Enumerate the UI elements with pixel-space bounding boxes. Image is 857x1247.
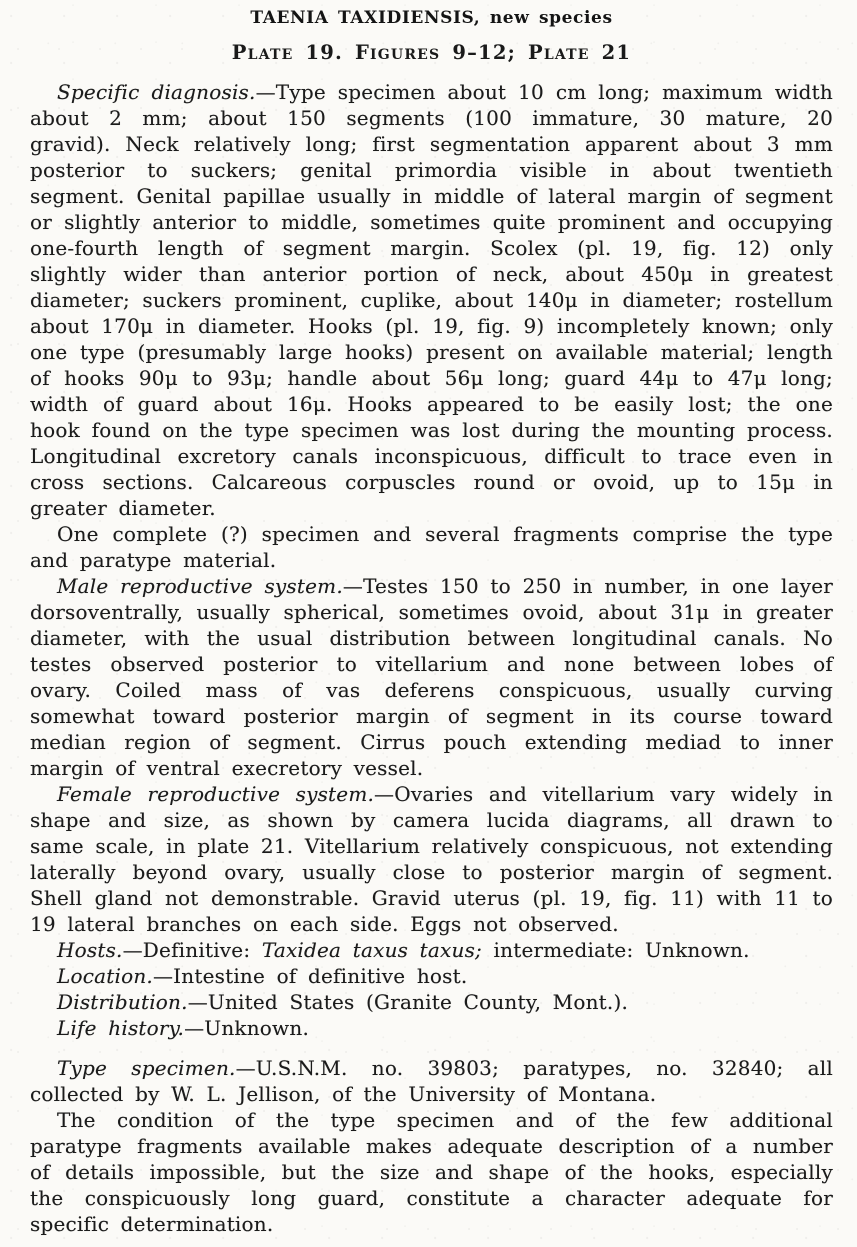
body-text-run: —United States (Granite County, Mont.). <box>187 990 629 1014</box>
body-text-run: intermediate: Unknown. <box>482 938 750 962</box>
paragraph-location <box>30 963 833 989</box>
italic-text: Life history. <box>57 1016 185 1040</box>
body-text-run: —Unknown. <box>184 1016 309 1040</box>
italic-text: Taxidea taxus taxus; <box>261 938 482 962</box>
body-text-run: —Definitive: <box>122 938 262 962</box>
plate-caption: Plate 19. Figures 9–12; Plate 21 <box>231 41 632 64</box>
body-text <box>30 79 833 1237</box>
italic-text: Location. <box>57 964 153 988</box>
paragraph-hosts <box>30 937 833 963</box>
paragraph-specific-diagnosis <box>30 79 833 521</box>
body-text-run: —Ovaries and vitellarium vary widely in shape and size, as shown by camera lucida diagrams, all drawn to same scale, in plate 21. Vitellarium relatively conspicuous, not extending laterally beyond ovary, usually close to posterior margin of segment. Shell gland not demonstrable. Gravid uterus (pl. 19, fig. 11) with 11 to 19 lateral branches on each side. Eggs not observed. <box>30 782 833 936</box>
paragraph-life-history <box>30 1015 833 1041</box>
paragraph-type-specimen <box>30 1055 833 1107</box>
page-title: TAENIA TAXIDIENSIS, new species <box>250 8 613 28</box>
body-text-run: —U.S.N.M. no. 39803; paratypes, no. 32840; all collected by W. L. Jellison, of the University of Montana. <box>30 1056 833 1106</box>
italic-text: Specific diagnosis. <box>57 80 256 104</box>
paragraph-material-note <box>30 521 833 573</box>
italic-text: Distribution. <box>57 990 188 1014</box>
body-text-run: —Testes 150 to 250 in number, in one layer dorsoventrally, usually spherical, sometimes ovoid, about 31μ in greater diameter, with the usual distribution between longitudinal canals. No testes observed posterior to vitellarium and none between lobes of ovary. Coiled mass of vas deferens conspicuous, usually curving somewhat toward posterior margin of segment in its course toward median region of segment. Cirrus pouch extending mediad to inner margin of ventral execretory vessel. <box>30 574 833 780</box>
body-text-run: —Type specimen about 10 cm long; maximum width about 2 mm; about 150 segments (100 immature, 30 mature, 20 gravid). Neck relatively long; first segmentation apparent about 3 mm posterior to suckers; genital primordia visible in about twentieth segment. Genital papillae usually in middle of lateral margin of segment or slightly anterior to middle, sometimes quite prominent and occupying one-fourth length of segment margin. Scolex (pl. 19, fig. 12) only slightly wider than anterior portion of neck, about 450μ in greatest diameter; suckers prominent, cuplike, about 140μ in diameter; rostellum about 170μ in diameter. Hooks (pl. 19, fig. 9) incompletely known; only one type (presumably large hooks) present on available material; length of hooks 90μ to 93μ; handle about 56μ long; guard 44μ to 47μ long; width of guard about 16μ. Hooks appeared to be easily lost; the one hook found on the type specimen was lost during the mounting process. Longitudinal excretory canals inconspicuous, difficult to trace even in cross sections. Calcareous corpuscles round or ovoid, up to 15μ in greater diameter. <box>30 80 833 520</box>
italic-text: Male reproductive system. <box>57 574 343 598</box>
italic-text: Female reproductive system. <box>57 782 375 806</box>
body-text-run: One complete (?) specimen and several fragments comprise the type and paratype material. <box>30 522 833 572</box>
body-text-run: —Intestine of definitive host. <box>152 964 468 988</box>
paragraph-distribution <box>30 989 833 1015</box>
body-text-run: The condition of the type specimen and of the few additional paratype fragments available makes adequate description of a number of details impossible, but the size and shape of the hooks, especially the conspicuously long guard, constitute a character adequate for specific determination. <box>30 1108 833 1236</box>
paragraph-female-reproductive-system <box>30 781 833 937</box>
paragraph-closing-note <box>30 1107 833 1237</box>
paragraph-male-reproductive-system <box>30 573 833 781</box>
italic-text: Hosts. <box>57 938 123 962</box>
italic-text: Type specimen. <box>57 1056 236 1080</box>
